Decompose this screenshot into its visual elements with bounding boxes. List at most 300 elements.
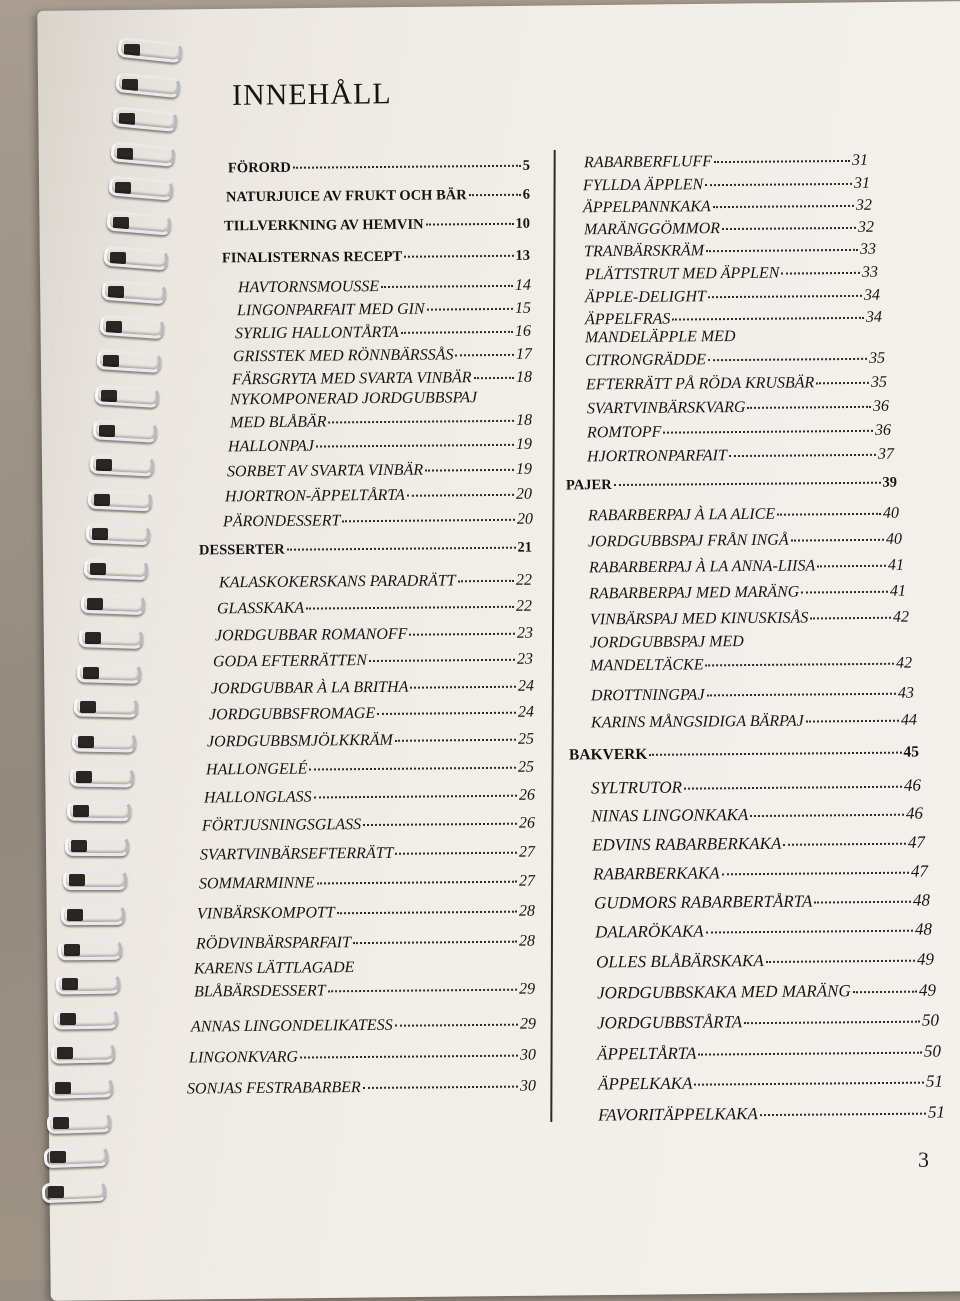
toc-page-number: 20 xyxy=(516,510,534,528)
toc-entry xyxy=(199,870,535,894)
toc-page-number: 27 xyxy=(518,843,536,861)
dot-leader xyxy=(714,149,850,166)
toc-page-number: 17 xyxy=(515,345,533,363)
toc-entry xyxy=(590,633,912,675)
spiral-ring xyxy=(79,627,144,649)
spiral-ring xyxy=(113,106,179,132)
toc-page-number: 28 xyxy=(518,932,536,950)
toc-entry xyxy=(584,216,874,239)
toc-page-number: 34 xyxy=(865,308,883,326)
toc-entry-title: JORDGUBBSKAKA MED MARÄNG xyxy=(596,981,851,1003)
toc-entry xyxy=(583,172,870,195)
dot-leader xyxy=(316,433,514,451)
toc-entry-title: SOMMARMINNE xyxy=(198,874,315,893)
spiral-ring xyxy=(53,1008,117,1029)
dot-leader xyxy=(328,977,518,995)
dot-leader xyxy=(766,948,915,966)
toc-entry xyxy=(585,261,878,284)
toc-entry xyxy=(597,1009,939,1033)
toc-page-number: 50 xyxy=(921,1010,940,1030)
toc-entry-title: ÄPPELPANNKAKA xyxy=(582,198,711,217)
toc-entry xyxy=(587,443,894,466)
toc-entry-title: GUDMORS RABARBERTÅRTA xyxy=(593,891,813,913)
toc-entry-title: SYRLIG HALLONTÅRTA xyxy=(234,323,399,343)
spiral-ring xyxy=(65,836,129,856)
toc-entry xyxy=(211,675,534,699)
toc-entry xyxy=(237,297,531,320)
toc-entry xyxy=(197,900,535,924)
dot-leader xyxy=(353,930,517,947)
toc-section-heading xyxy=(566,472,897,494)
toc-page-number: 36 xyxy=(874,421,892,439)
toc-entry-title: TILLVERKNING AV HEMVIN xyxy=(223,216,424,234)
spiral-ring xyxy=(88,488,153,511)
toc-page-number: 48 xyxy=(912,890,931,910)
toc-entry-title: JORDGUBBSPAJ MED xyxy=(589,633,744,652)
toc-page-number: 47 xyxy=(910,861,929,881)
dot-leader xyxy=(426,297,513,314)
toc-page-number: 22 xyxy=(515,571,533,589)
toc-section-heading xyxy=(569,740,919,763)
toc-entry-title: ÄPPLE-DELIGHT xyxy=(584,288,706,307)
dot-leader xyxy=(708,347,867,364)
toc-page-number: 41 xyxy=(889,582,907,600)
toc-page-number: 23 xyxy=(516,650,534,668)
toc-entry xyxy=(233,343,532,366)
toc-entry-title: GLASSKAKA xyxy=(216,599,305,618)
spiral-ring xyxy=(110,141,176,167)
dot-leader xyxy=(425,458,514,475)
toc-page-number: 28 xyxy=(518,902,536,920)
dot-leader xyxy=(729,443,876,460)
dot-leader xyxy=(750,802,904,820)
toc-entry-title: PAJER xyxy=(565,476,612,493)
toc-entry-title: FÄRSGRYTA MED SVARTA VINBÄR xyxy=(231,369,472,389)
dot-leader xyxy=(300,1044,518,1062)
dot-leader xyxy=(706,238,858,255)
spiral-ring xyxy=(72,731,136,752)
spiral-ring xyxy=(85,523,150,546)
dot-leader xyxy=(313,784,517,802)
toc-entry xyxy=(206,756,534,780)
toc-entry xyxy=(207,728,534,752)
toc-page-number: 35 xyxy=(870,373,888,391)
dot-leader xyxy=(377,701,516,718)
toc-entry-title: JORDGUBBAR À LA BRITHA xyxy=(210,678,409,698)
toc-entry-title: RABARBERPAJ À LA ALICE xyxy=(587,505,776,525)
dot-leader xyxy=(306,595,514,613)
toc-page-number: 15 xyxy=(514,299,532,317)
dot-leader xyxy=(816,371,869,387)
dot-leader xyxy=(395,1013,518,1030)
toc-entry xyxy=(585,328,885,370)
toc-page-number: 29 xyxy=(519,1015,537,1033)
toc-entry-title: RABARBERPAJ À LA ANNA-LIISA xyxy=(588,557,816,577)
dot-leader xyxy=(458,569,515,585)
toc-page-number: 32 xyxy=(857,218,875,236)
toc-entry xyxy=(589,580,906,604)
dot-leader xyxy=(404,245,514,260)
toc-page-number: 43 xyxy=(897,684,915,702)
spiral-ring xyxy=(51,1043,115,1064)
dot-leader xyxy=(705,172,852,189)
toc-page-number: 31 xyxy=(853,174,871,192)
toc-entry-title: SYLTRUTOR xyxy=(590,777,683,798)
toc-entry xyxy=(587,419,891,442)
toc-page-number: 24 xyxy=(517,703,535,721)
dot-leader xyxy=(649,741,901,759)
toc-page-number: 18 xyxy=(516,411,533,429)
spiral-ring xyxy=(44,1146,109,1168)
spiral-ring xyxy=(81,592,146,614)
toc-entry-title: HJORTRONPARFAIT xyxy=(586,447,727,466)
toc-section-heading xyxy=(228,155,530,176)
dot-leader xyxy=(806,709,899,726)
spiral-ring xyxy=(58,939,122,960)
toc-entry-title: SVARTVINBÄRSKVARG xyxy=(586,398,746,418)
toc-entry-title: EDVINS RABARBERKAKA xyxy=(591,833,782,855)
toc-page-number: 32 xyxy=(855,196,873,214)
toc-page-number: 19 xyxy=(515,460,533,478)
dot-leader xyxy=(672,306,864,324)
toc-page-number: 30 xyxy=(519,1077,537,1095)
toc-page-number: 27 xyxy=(518,872,536,890)
toc-entry-title: OLLES BLÅBÄRSKAKA xyxy=(595,951,764,972)
page-title: INNEHÅLL xyxy=(231,77,392,112)
toc-page-number: 20 xyxy=(515,485,533,503)
dot-leader xyxy=(309,756,516,774)
dot-leader xyxy=(469,184,521,199)
toc-entry xyxy=(194,959,535,1002)
dot-leader xyxy=(614,472,881,489)
toc-entry-title: MANDELÄPPLE MED xyxy=(584,327,736,347)
toc-page-number: 46 xyxy=(903,775,922,795)
dot-leader xyxy=(708,284,862,301)
toc-entry xyxy=(591,802,923,826)
toc-entry xyxy=(219,569,532,593)
toc-page-number: 46 xyxy=(905,803,924,823)
spiral-ring xyxy=(94,384,159,408)
dot-leader xyxy=(401,320,513,337)
dot-leader xyxy=(747,395,871,412)
toc-entry xyxy=(223,508,533,532)
toc-entry-title: SVARTVINBÄRSEFTERRÄTT xyxy=(199,844,394,864)
toc-entry-title: JORDGUBBSMJÖLKKRÄM xyxy=(206,731,393,751)
toc-entry xyxy=(238,274,531,297)
dot-leader xyxy=(342,508,515,526)
toc-entry-title: FÖRORD xyxy=(227,159,291,176)
toc-entry-title: FÖRTJUSNINGSGLASS xyxy=(201,816,362,835)
toc-entry-title: DALARÖKAKA xyxy=(594,921,704,942)
toc-page-number: 50 xyxy=(923,1041,942,1061)
toc-entry-title: CITRONGRÄDDE xyxy=(585,351,707,370)
toc-entry xyxy=(589,554,904,578)
toc-section-heading xyxy=(224,213,530,234)
toc-page-number: 26 xyxy=(518,786,536,804)
toc-entry-title: MARÄNGGÖMMOR xyxy=(583,220,721,239)
spiral-ring xyxy=(117,37,183,64)
dot-leader xyxy=(425,213,513,228)
toc-page-number: 33 xyxy=(859,240,877,258)
toc-entry xyxy=(196,930,535,954)
spiral-ring xyxy=(67,801,131,822)
toc-page-number: 33 xyxy=(861,263,879,281)
toc-entry-title: ROMTOPF xyxy=(586,423,662,442)
dot-leader xyxy=(409,622,515,639)
toc-entry-title: SORBET AV SVARTA VINBÄR xyxy=(226,461,424,481)
toc-page-number: 45 xyxy=(903,742,920,761)
toc-entry xyxy=(591,682,914,706)
toc-entry xyxy=(217,595,532,619)
toc-entry-title: RABARBERFLUFF xyxy=(583,153,713,172)
spiral-ring xyxy=(74,697,138,718)
toc-page-number: 49 xyxy=(916,949,935,969)
toc-page-number: 22 xyxy=(515,597,533,615)
dot-leader xyxy=(694,1070,924,1089)
toc-page-number: 24 xyxy=(517,677,535,695)
dot-leader xyxy=(853,979,917,997)
toc-entry xyxy=(592,831,925,855)
toc-entry-title: LINGONKVARG xyxy=(188,1048,299,1067)
dot-leader xyxy=(698,1040,922,1059)
toc-entry-title: KALASKOKERSKANS PARADRÄTT xyxy=(218,572,456,592)
toc-entry-title: HALLONGELÉ xyxy=(205,760,308,779)
toc-entry xyxy=(583,194,872,217)
toc-entry-title: BLÅBÄRSDESSERT xyxy=(194,982,326,1001)
toc-page-number: 18 xyxy=(515,368,533,386)
dot-leader xyxy=(777,502,881,519)
toc-entry xyxy=(213,648,533,672)
dot-leader xyxy=(316,870,517,888)
dot-leader xyxy=(395,841,517,858)
dot-leader xyxy=(363,812,517,829)
toc-section-heading xyxy=(199,537,532,559)
dot-leader xyxy=(744,1009,920,1028)
toc-entry xyxy=(189,1043,536,1067)
dot-leader xyxy=(455,343,514,360)
toc-entry-title: GRISSTEK MED RÖNNBÄRSSÅS xyxy=(232,346,454,366)
toc-entry xyxy=(200,841,535,865)
toc-entry-title: JORDGUBBAR ROMANOFF xyxy=(214,625,408,645)
toc-entry-title: MANDELTÄCKE xyxy=(590,656,704,675)
toc-entry-title: SONJAS FESTRABARBER xyxy=(186,1079,361,1098)
spiral-ring xyxy=(104,245,169,270)
toc-entry xyxy=(204,784,535,808)
toc-entry xyxy=(590,606,909,630)
dot-leader xyxy=(407,483,514,500)
spiral-ring xyxy=(42,1181,107,1203)
toc-entry xyxy=(585,284,880,307)
toc-entry-title: JORDGUBBSTÅRTA xyxy=(596,1012,743,1033)
toc-entry xyxy=(215,622,533,646)
toc-page-number: 14 xyxy=(514,276,532,294)
toc-entry xyxy=(228,433,532,456)
toc-entry xyxy=(225,483,532,506)
toc-page-number: 26 xyxy=(518,814,536,832)
toc-entry xyxy=(230,390,532,432)
spiral-ring xyxy=(90,454,155,477)
toc-entry-title: JORDGUBBSPAJ FRÅN INGÅ xyxy=(587,531,789,551)
toc-entry xyxy=(587,395,889,418)
toc-entry-title: ÄPPELFRAS xyxy=(584,310,671,329)
dot-leader xyxy=(817,554,886,571)
spiral-ring xyxy=(92,419,157,443)
dot-leader xyxy=(810,606,891,623)
toc-page-number: 6 xyxy=(522,186,531,203)
spiral-ring xyxy=(63,870,127,890)
toc-entry xyxy=(586,371,887,394)
spiral-ring xyxy=(97,349,162,373)
toc-entry-title: LINGONPARFAIT MED GIN xyxy=(236,300,425,320)
dot-leader xyxy=(760,1101,926,1119)
toc-page-number: 44 xyxy=(900,711,918,729)
toc-page-number: 47 xyxy=(907,832,926,852)
toc-entry-title: NATURJUICE AV FRUKT OCH BÄR xyxy=(225,186,467,205)
toc-page-number: 5 xyxy=(522,157,531,174)
toc-entry-title: RÖDVINBÄRSPARFAIT xyxy=(195,934,352,953)
toc-entry xyxy=(232,366,532,389)
spiral-ring xyxy=(108,176,173,202)
dot-leader xyxy=(721,860,909,879)
spiral-ring xyxy=(60,905,124,925)
toc-entry-title: HALLONPAJ xyxy=(227,437,315,456)
dot-leader xyxy=(801,580,888,597)
toc-page-number: 51 xyxy=(927,1102,946,1122)
toc-entry xyxy=(588,502,899,526)
toc-entry-title: DESSERTER xyxy=(198,541,285,558)
toc-entry xyxy=(584,238,876,261)
spiral-ring xyxy=(115,71,181,97)
toc-page-number: 42 xyxy=(896,654,913,672)
toc-page-number: 48 xyxy=(914,919,933,939)
toc-entry-title: KARINS MÅNGSIDIGA BÄRPAJ xyxy=(590,712,804,732)
toc-entry-title: VINBÄRSKOMPOTT xyxy=(196,904,335,923)
spiral-ring xyxy=(76,662,141,684)
toc-page-number: 35 xyxy=(869,349,886,367)
dot-leader xyxy=(328,409,514,427)
spiral-ring xyxy=(106,210,171,235)
toc-entry-title: PÄRONDESSERT xyxy=(222,512,341,531)
toc-entry-title: RABARBERPAJ MED MARÄNG xyxy=(588,583,800,603)
toc-page-number: 42 xyxy=(892,608,910,626)
toc-entry-title: PLÄTTSTRUT MED ÄPPLEN xyxy=(584,264,780,284)
toc-entry-title: EFTERRÄTT PÅ RÖDA KRUSBÄR xyxy=(585,374,815,394)
toc-entry xyxy=(593,860,928,884)
spiral-ring xyxy=(99,315,164,339)
dot-leader xyxy=(790,528,884,545)
toc-page-number: 39 xyxy=(882,474,898,491)
toc-entry-title: GODA EFTERRÄTTEN xyxy=(212,652,368,671)
toc-entry-title: NYKOMPONERAD JORDGUBBSPAJ xyxy=(229,389,478,409)
toc-page-number: 36 xyxy=(872,397,890,415)
dot-leader xyxy=(473,366,514,382)
toc-entry xyxy=(591,709,917,733)
toc-entry-title: FAVORITÄPPELKAKA xyxy=(597,1104,758,1125)
page-number: 3 xyxy=(918,1147,929,1172)
toc-page-number: 16 xyxy=(514,322,532,340)
toc-entry xyxy=(588,528,902,552)
dot-leader xyxy=(705,652,894,670)
toc-entry xyxy=(191,1012,536,1036)
dot-leader xyxy=(381,274,513,291)
toc-entry-title: MED BLÅBÄR xyxy=(230,413,327,432)
toc-entry xyxy=(597,1039,941,1063)
toc-entry-title: BAKVERK xyxy=(568,745,648,764)
toc-page-number: 29 xyxy=(519,980,536,998)
toc-entry xyxy=(202,812,535,836)
toc-entry xyxy=(585,306,882,329)
toc-entry-title: FYLLDA ÄPPLEN xyxy=(582,176,704,195)
spiral-ring xyxy=(56,974,120,995)
toc-page-number: 19 xyxy=(515,435,533,453)
toc-entry-title: NINAS LINGONKAKA xyxy=(590,805,749,826)
dot-leader xyxy=(684,774,902,793)
toc-entry xyxy=(227,458,532,481)
spiral-ring xyxy=(101,280,166,305)
dot-leader xyxy=(713,194,854,211)
toc-entry xyxy=(187,1074,536,1098)
toc-page-number: 40 xyxy=(882,504,900,522)
toc-page-number: 41 xyxy=(887,556,905,574)
toc-entry xyxy=(597,979,936,1003)
dot-leader xyxy=(395,728,516,745)
toc-entry-title: HJORTRON-ÄPPELTÅRTA xyxy=(224,486,405,506)
dot-leader xyxy=(337,900,517,918)
spiral-ring xyxy=(46,1112,111,1134)
toc-entry xyxy=(598,1069,943,1093)
toc-page-number: 31 xyxy=(851,151,869,169)
toc-page-number: 40 xyxy=(885,530,903,548)
toc-entry-title: DROTTNINGPAJ xyxy=(590,686,705,705)
toc-entry xyxy=(594,889,930,913)
toc-entry-title: HALLONGLASS xyxy=(203,788,312,807)
toc-entry-title: TRANBÄRSKRÄM xyxy=(583,242,705,261)
toc-page-number: 37 xyxy=(877,445,895,463)
toc-entry-title: KARENS LÄTTLAGADE xyxy=(193,959,355,978)
toc-entry xyxy=(598,1100,945,1124)
dot-leader xyxy=(663,419,873,437)
toc-section-heading xyxy=(222,245,530,266)
spiral-binding xyxy=(0,0,200,1280)
dot-leader xyxy=(363,1075,518,1092)
toc-page-number: 30 xyxy=(519,1046,537,1064)
spiral-ring xyxy=(70,766,134,787)
toc-page-number: 10 xyxy=(515,215,531,232)
toc-entry-title: JORDGUBBSFROMAGE xyxy=(208,704,376,724)
toc-entry-title: ANNAS LINGONDELIKATESS xyxy=(190,1016,393,1036)
dot-leader xyxy=(722,216,856,233)
dot-leader xyxy=(706,918,914,937)
spiral-ring xyxy=(49,1077,114,1099)
toc-entry xyxy=(591,774,921,798)
toc-entry xyxy=(584,149,868,172)
toc-entry-title: FINALISTERNAS RECEPT xyxy=(221,248,403,266)
toc-section-heading xyxy=(226,184,530,205)
dot-leader xyxy=(410,675,516,692)
toc-entry xyxy=(596,948,934,972)
toc-page-number: 23 xyxy=(516,624,534,642)
dot-leader xyxy=(781,261,860,278)
dot-leader xyxy=(293,155,521,171)
dot-leader xyxy=(783,831,906,849)
dot-leader xyxy=(814,889,911,907)
toc-page-number: 51 xyxy=(925,1071,944,1091)
toc-page-number: 25 xyxy=(517,758,535,776)
toc-page-number: 21 xyxy=(517,539,533,556)
toc-entry-title: RABARBERKAKA xyxy=(592,863,720,884)
toc-page-number: 13 xyxy=(515,247,531,264)
toc-entry-title: VINBÄRSPAJ MED KINUSKISÅS xyxy=(589,609,809,629)
